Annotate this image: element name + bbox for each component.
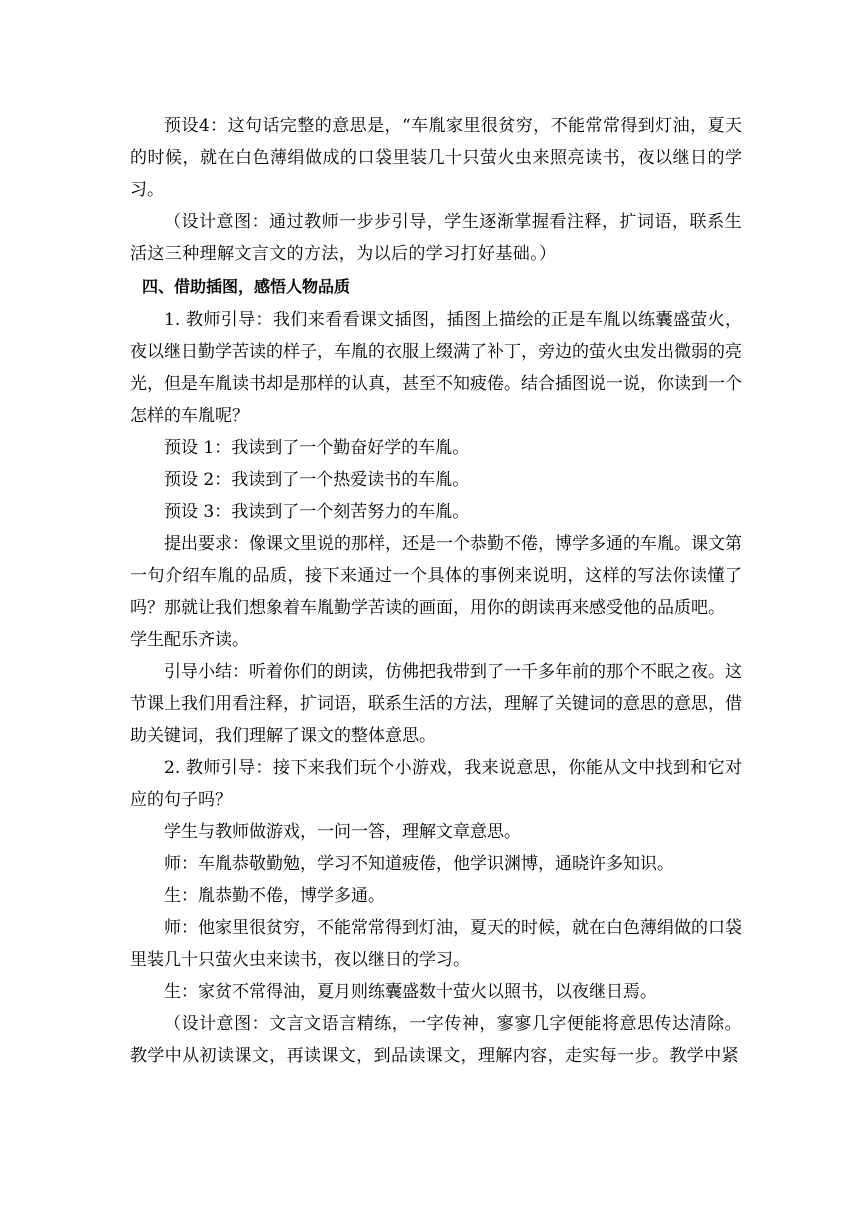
paragraph-game: 学生与教师做游戏，一问一答，理解文章意思。 xyxy=(164,822,521,842)
section-heading-4: 四、借助插图，感悟人物品质 xyxy=(142,277,351,296)
design-intent-note-2: （设计意图：文言文语言精练，一字传神，寥寥几字便能将意思传达清除。教学中从初读课文，再读课文，到品读课文，理解内容，走实每一步。教学中紧 xyxy=(130,1014,742,1066)
document-page xyxy=(130,110,742,1072)
paragraph-teacher-guide-1: 1. 教师引导：我们来看看课文插图，插图上描绘的正是车胤以练囊盛萤火，夜以继日勤学苦读的样子，车胤的衣服上缀满了补丁，旁边的萤火虫发出微弱的亮光，但是车胤读书却是那样的认真，甚至不知疲倦。结合插图说一说，你读到一个怎样的车胤呢？ xyxy=(130,310,742,426)
paragraph-students-read: 学生配乐齐读。 xyxy=(130,630,249,650)
paragraph-teacher-line-1: 师：车胤恭敬勤勉，学习不知道疲倦，他学识渊博，通晓许多知识。 xyxy=(164,854,674,874)
paragraph-summary: 引导小结：听着你们的朗读，仿佛把我带到了一千多年前的那个不眠之夜。这节课上我们用看注释，扩词语，联系生活的方法，理解了关键词的意思的意思，借助关键词，我们理解了课文的整体意思。 xyxy=(130,662,742,746)
paragraph-teacher-guide-2: 2. 教师引导：接下来我们玩个小游戏，我来说意思，你能从文中找到和它对应的句子吗？ xyxy=(130,758,742,810)
design-intent-note-1: （设计意图：通过教师一步步引导，学生逐渐掌握看注释，扩词语，联系生活这三种理解文言文的方法，为以后的学习打好基础。） xyxy=(130,212,742,264)
paragraph-student-line-1: 生：胤恭勤不倦，博学多通。 xyxy=(164,886,385,906)
paragraph-preset-b: 预设 2：我读到了一个热爱读书的车胤。 xyxy=(164,470,470,490)
paragraph-requirement: 提出要求：像课文里说的那样，还是一个恭勤不倦，博学多通的车胤。课文第一句介绍车胤的品质，接下来通过一个具体的事例来说明，这样的写法你读懂了吗？那就让我们想象着车胤勤学苦读的画面，用你的朗读再来感受他的品质吧。 xyxy=(130,534,742,618)
paragraph-preset-a: 预设 1：我读到了一个勤奋好学的车胤。 xyxy=(164,438,470,458)
paragraph-teacher-line-2: 师：他家里很贫穷，不能常常得到灯油，夏天的时候，就在白色薄绢做的口袋里装几十只萤火虫来读书，夜以继日的学习。 xyxy=(130,918,742,970)
paragraph-preset-c: 预设 3：我读到了一个刻苦努力的车胤。 xyxy=(164,502,470,522)
paragraph-preset-4: 预设4：这句话完整的意思是，“车胤家里很贫穷，不能常常得到灯油，夏天的时候，就在白色薄绢做成的口袋里装几十只萤火虫来照亮读书，夜以继日的学习。 xyxy=(130,116,742,200)
paragraph-student-line-2: 生：家贫不常得油，夏月则练囊盛数十萤火以照书，以夜继日焉。 xyxy=(164,982,657,1002)
